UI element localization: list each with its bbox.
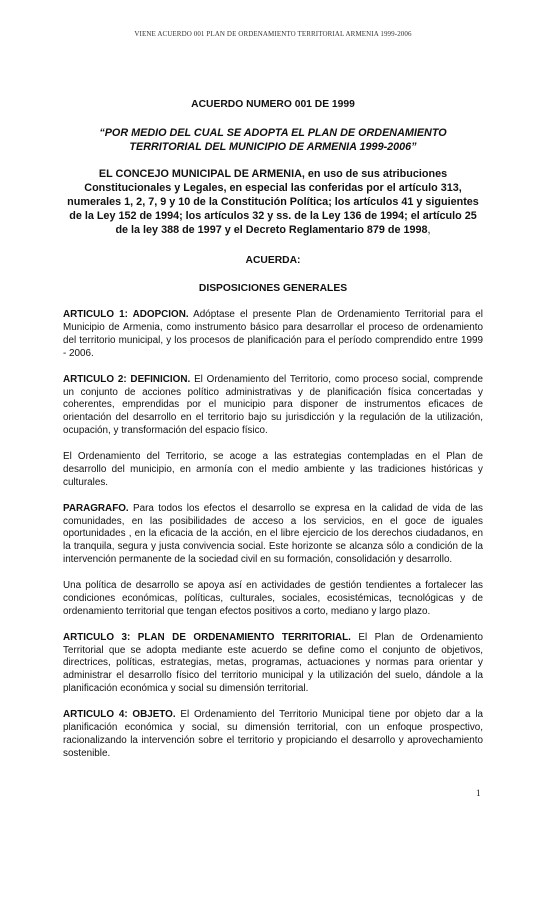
preamble-text: EL CONCEJO MUNICIPAL DE ARMENIA, en uso de sus atribuciones Constitucionales y Legales, en especial las conferidas por el artículo 313, numerales 1, 2, 7, 9 y 10 de la Constitución Política; los artículos 41 y siguientes de la Ley 152 de 1994; los artículos 32 y ss. de la Ley 136 de 1994; el artículo 25 de la ley 388 de 1997 y el Decreto Reglamentario 879 de 1998 — [67, 168, 479, 236]
paragrafo-continuation — [63, 580, 483, 619]
article-heading: ARTICULO 1: ADOPCION. — [63, 309, 189, 321]
preamble-end: , — [427, 223, 431, 236]
article-4 — [63, 709, 483, 761]
article-3 — [63, 632, 483, 696]
article-heading: ARTICULO 3: PLAN DE ORDENAMIENTO TERRITORIAL. — [63, 631, 351, 643]
article-text: El Plan de Ordenamiento Territorial que se adopta mediante este acuerdo se define como el conjunto de objetivos, directrices, políticas, estrategias, metas, programas, actuaciones y normas para orientar y administrar el desarrollo físico del territorio municipal y la utilización del suelo, dándole a la planificación económica y social su dimensión territorial. — [63, 631, 483, 695]
article-text: Para todos los efectos el desarrollo se expresa en la calidad de vida de las comunidades, en las posibilidades de acceso a los servicios, en el goce de iguales oportunidades , en la eficacia de la acción, en el libre ejercicio de los derechos ciudadanos, en la tranquila, segura y justa convivencia social. Este horizonte se alcanza sólo a condición de la intervención permanente de la sociedad civil en su formación, consolidación y desarrollo. — [63, 502, 483, 566]
article-heading: ARTICULO 2: DEFINICION. — [63, 373, 191, 385]
section-heading: DISPOSICIONES GENERALES — [198, 282, 348, 294]
article-1 — [63, 309, 483, 361]
preamble — [63, 168, 483, 237]
document-subtitle: “POR MEDIO DEL CUAL SE ADOPTA EL PLAN DE ORDENAMIENTO TERRITORIAL DEL MUNICIPIO DE ARMENIA 1999-2006” — [99, 127, 447, 153]
paragrafo — [63, 503, 483, 567]
article-2 — [63, 374, 483, 438]
article-text: Una política de desarrollo se apoya así en actividades de gestión tendientes a fortalecer las condiciones económicas, políticas, culturales, sociales, ecosistémicas, tecnológicas y de ordenamiento territorial que tengan efectos positivos a corto, mediano y largo plazo. — [63, 580, 483, 617]
article-text: Adóptase el presente Plan de Ordenamiento Territorial para el Municipio de Armenia, como instrumento básico para desarrollar el proceso de ordenamiento del territorio municipal, y los procesos de planificación para el período comprendido entre 1999 - 2006. — [63, 309, 483, 359]
document-body — [63, 98, 483, 774]
article-2-continuation — [63, 451, 483, 490]
running-header: VIENE ACUERDO 001 PLAN DE ORDENAMIENTO TERRITORIAL ARMENIA 1999-2006 — [134, 30, 412, 38]
article-text: El Ordenamiento del Territorio Municipal tiene por objeto dar a la planificación económica y social, su dimensión territorial, con un enfoque prospectivo, racionalizando la intervención sobre el territorio y propiciando el desarrollo y aprovechamiento sostenible. — [63, 709, 484, 759]
article-text: El Ordenamiento del Territorio, como proceso social, comprende un conjunto de acciones político administrativas y de planificación física concertadas y coherentes, emprendidas por el municipio para disponer de instrumentos eficaces de orientación del desarrollo en el territorio bajo su jurisdicción y la regulación de la utilización, ocupación, y transformación del espacio físico. — [63, 373, 483, 437]
article-text: El Ordenamiento del Territorio, se acoge a las estrategias contempladas en el Plan de desarrollo del municipio, en armonía con el medio ambiente y las tradiciones históricas y culturales. — [63, 451, 483, 488]
page-number: 1 — [476, 788, 481, 798]
article-heading: PARAGRAFO. — [63, 502, 129, 514]
document-title: ACUERDO NUMERO 001 DE 1999 — [191, 99, 355, 110]
article-heading: ARTICULO 4: OBJETO. — [63, 709, 176, 721]
acuerda-heading: ACUERDA: — [245, 255, 301, 267]
